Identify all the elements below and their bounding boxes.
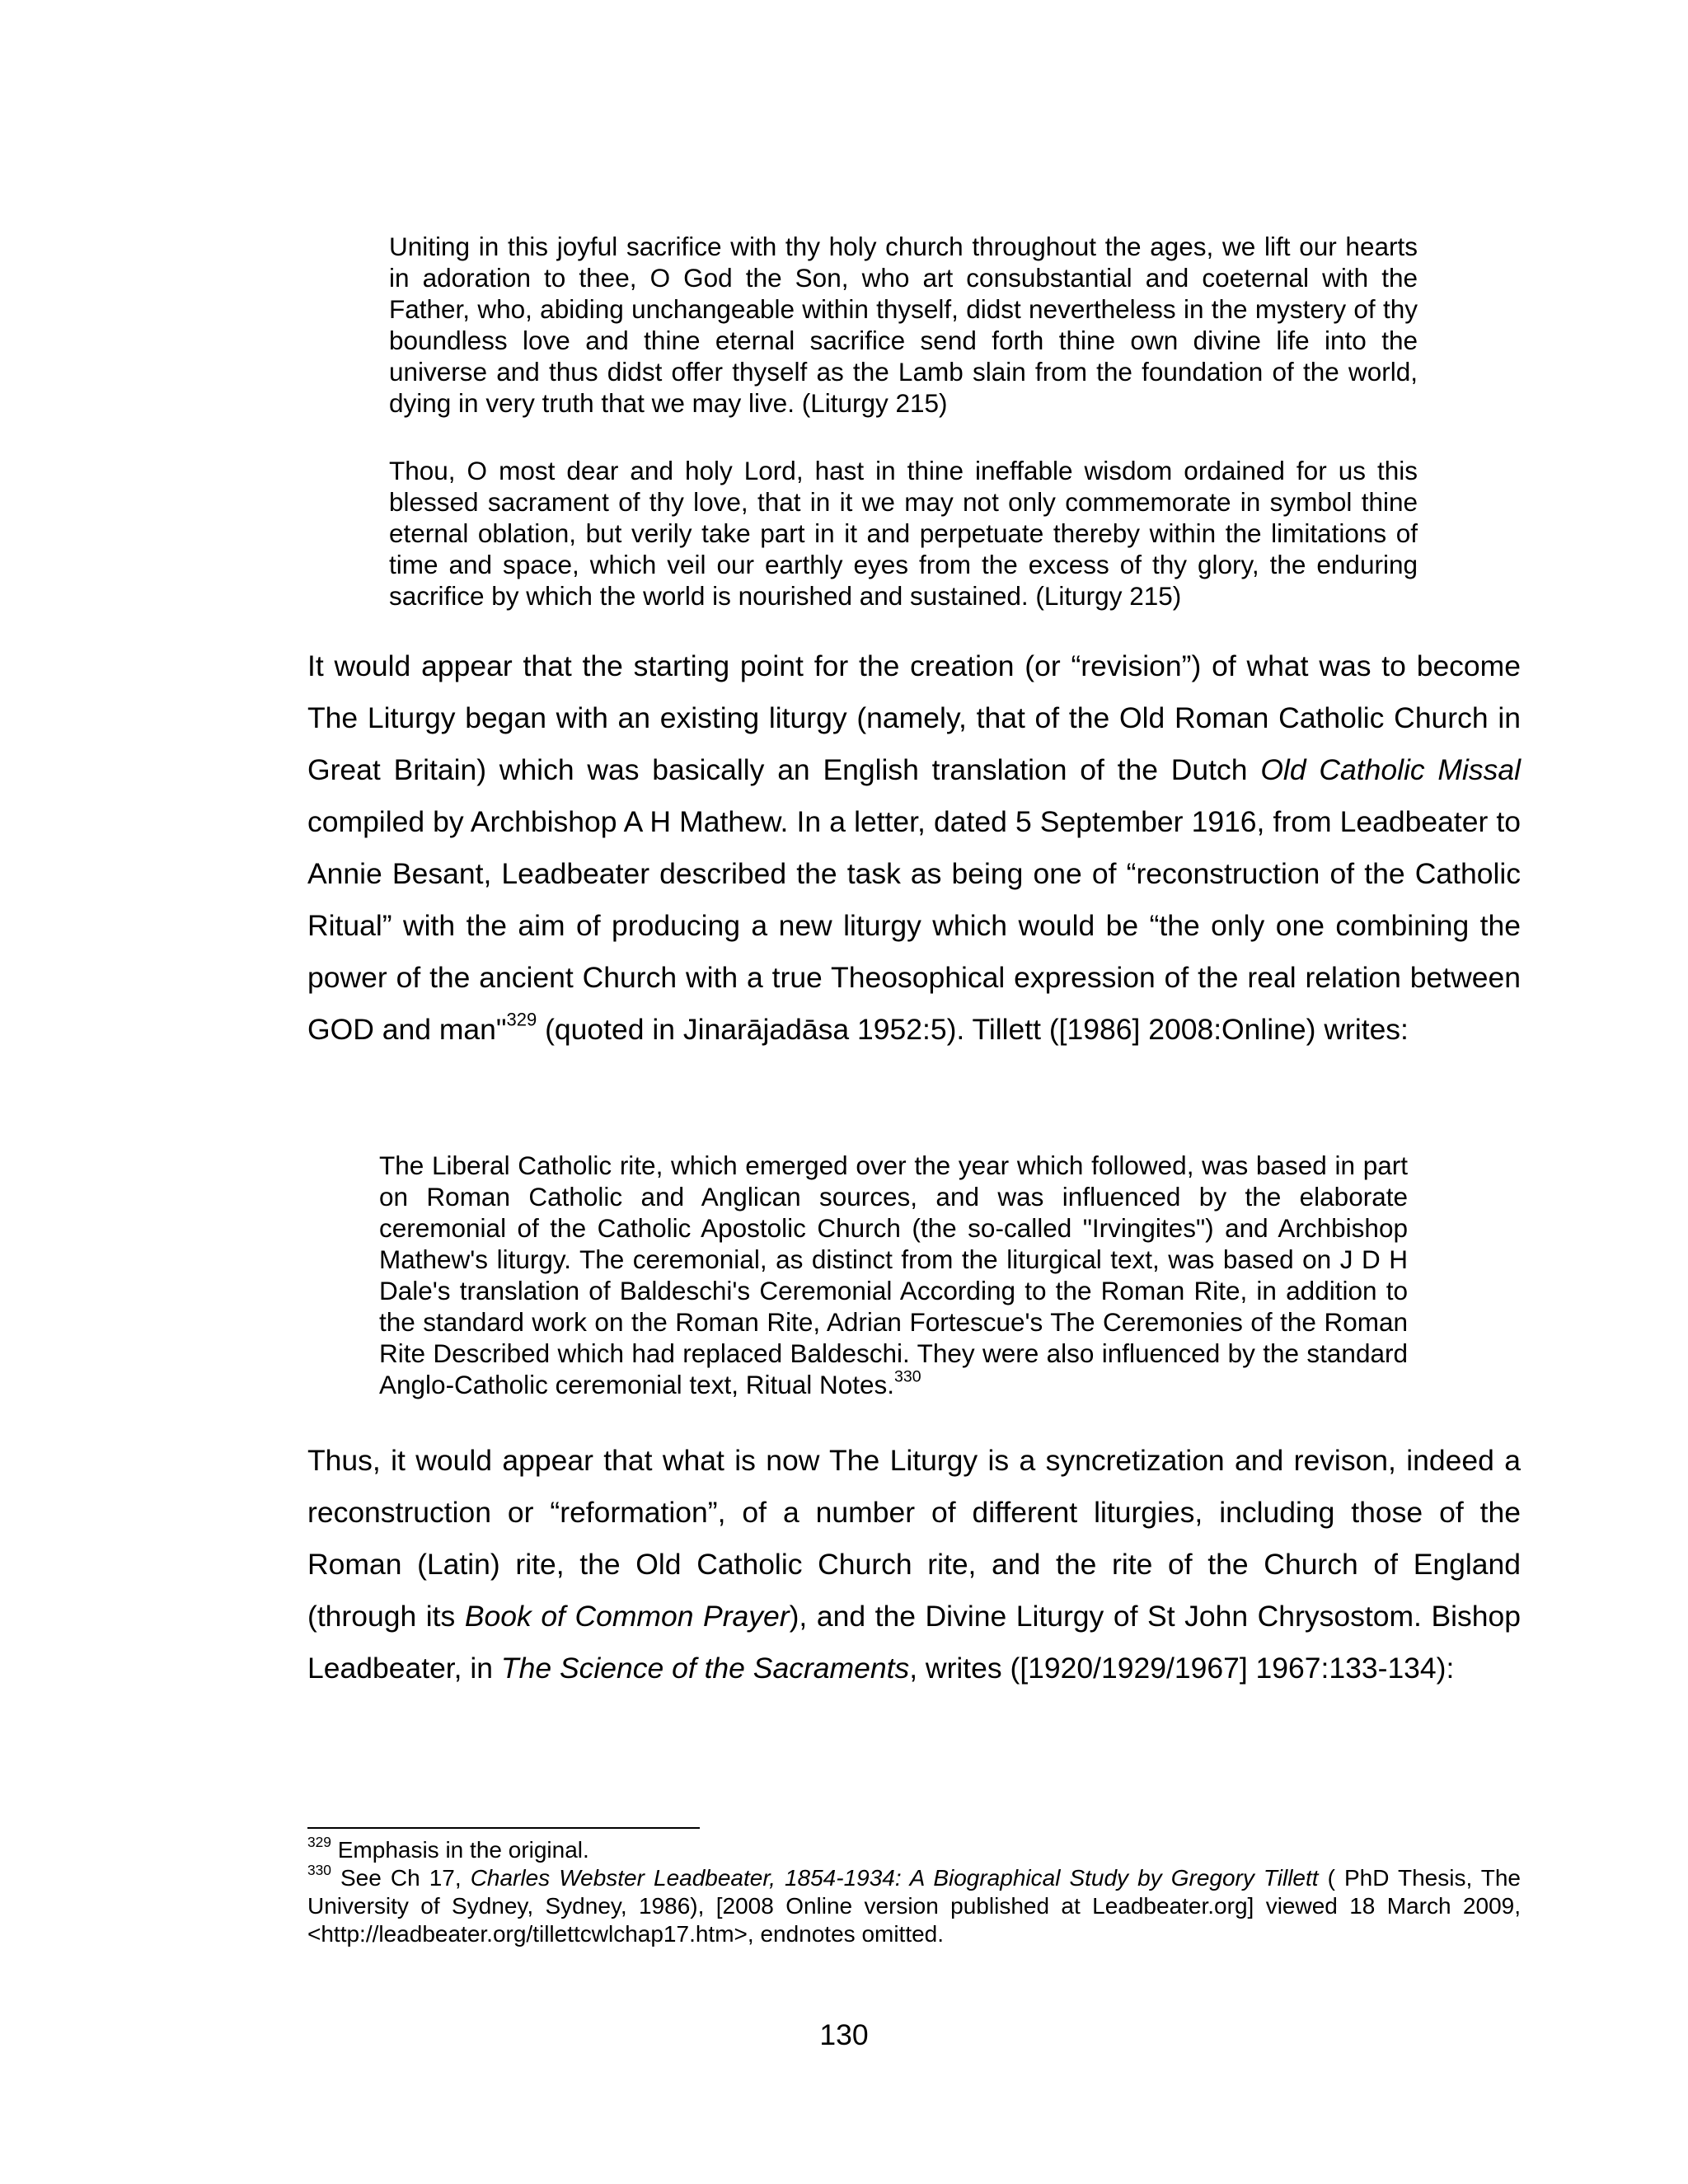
italic-title-book-of-common-prayer: Book of Common Prayer bbox=[464, 1600, 790, 1633]
block-quote-text: The Liberal Catholic rite, which emerged over the year which followed, was based in part on Roman Catholic and Anglican sources, and was influenced by the elaborate ceremonial of the Catholic Apostolic Church (the so-called "Irvingites") and Archbishop Mathew's liturgy. The ceremonial, as distinct from the liturgical text, was based on J D H Dale's translation of Baldeschi's Ceremonial According to the Roman Rite, in addition to the standard work on the Roman Rite, Adrian Fortescue's The Ceremonies of the Roman Rite Described which had replaced Baldeschi. They were also influenced by the standard Anglo-Catholic ceremonial text, Ritual Notes. bbox=[379, 1151, 1408, 1399]
footnote-ref-330[interactable]: 330 bbox=[894, 1367, 921, 1386]
footnote-329 bbox=[307, 1833, 1521, 1864]
paragraph-text: (quoted in Jinarājadāsa 1952:5). Tillett ([1986] 2008:Online) writes: bbox=[537, 1013, 1409, 1046]
paragraph-text: Thus, it would appear that what is now The Liturgy is a syncretization and revison, indeed a reconstruction or “reformation”, of a number of different liturgies, including those of the Roman (Latin) rite, the Old Catholic Church rite, and the rite of the Church of England (through its bbox=[307, 1444, 1521, 1633]
footnote-text: ( PhD Thesis, The University of Sydney, Sydney, 1986), [2008 Online version published at Leadbeater.org] viewed 18 March 2009, <http://leadbeater.org/tillettcwlchap17.htm>, endnotes omitted. bbox=[307, 1865, 1522, 1947]
footnote-italic-title: Charles Webster Leadbeater, 1854-1934: A Biographical Study by Gregory Tillett bbox=[470, 1865, 1319, 1891]
footnote-number: 329 bbox=[307, 1833, 331, 1850]
footnote-330 bbox=[307, 1861, 1522, 1948]
footnotes-section bbox=[307, 1833, 1522, 1948]
paragraph-text: It would appear that the starting point for the creation (or “revision”) of what was to become The Liturgy began with an existing liturgy (namely, that of the Old Roman Catholic Church in Great Britain) which was basically an English translation of the Dutch bbox=[307, 649, 1521, 786]
footnote-ref-329[interactable]: 329 bbox=[506, 1009, 537, 1030]
block-quote-text: Thou, O most dear and holy Lord, hast in thine ineffable wisdom ordained for us this blessed sacrament of thy love, that in it we may not only commemorate in symbol thine eternal oblation, but verily take part in it and perpetuate thereby within the limitations of time and space, which veil our earthly eyes from the excess of thy glory, the enduring sacrifice by which the world is nourished and sustained. (Liturgy 215) bbox=[389, 456, 1418, 611]
body-paragraph-2 bbox=[307, 1435, 1521, 1694]
italic-title-old-catholic-missal: Old Catholic Missal bbox=[1260, 753, 1521, 786]
paragraph-text: compiled by Archbishop A H Mathew. In a letter, dated 5 September 1916, from Leadbeater to Annie Besant, Leadbeater described the task as being one of “reconstruction of the Catholic Ritual” with the aim of producing a new liturgy which would be “the only one combining the power of the ancient Church with a true Theosophical expression of the real relation between GOD and man" bbox=[307, 805, 1521, 1046]
page-number: 130 bbox=[819, 2018, 869, 2051]
block-quote-liturgy-1 bbox=[389, 231, 1418, 419]
block-quote-tillett bbox=[379, 1150, 1408, 1400]
block-quote-text: Uniting in this joyful sacrifice with thy holy church throughout the ages, we lift our hearts in adoration to thee, O God the Son, who art consubstantial and coeternal with the Father, who, abiding unchangeable within thyself, didst nevertheless in the mystery of thy boundless love and thine eternal sacrifice send forth thine own divine life into the universe and thus didst offer thyself as the Lamb slain from the foundation of the world, dying in very truth that we may live. (Liturgy 215) bbox=[389, 232, 1418, 418]
italic-title-science-of-the-sacraments: The Science of the Sacraments bbox=[500, 1652, 910, 1685]
block-quote-liturgy-2 bbox=[389, 455, 1418, 612]
footnote-number: 330 bbox=[307, 1861, 331, 1878]
footnote-divider bbox=[307, 1827, 700, 1829]
paragraph-text: ), and the Divine Liturgy of St John Chrysostom. Bishop Leadbeater, in bbox=[307, 1600, 1521, 1685]
paragraph-text: , writes ([1920/1929/1967] 1967:133-134): bbox=[909, 1652, 1455, 1685]
footnote-text: See Ch 17, bbox=[331, 1865, 471, 1891]
footnote-text: Emphasis in the original. bbox=[331, 1837, 589, 1863]
body-paragraph-1 bbox=[307, 640, 1521, 1056]
